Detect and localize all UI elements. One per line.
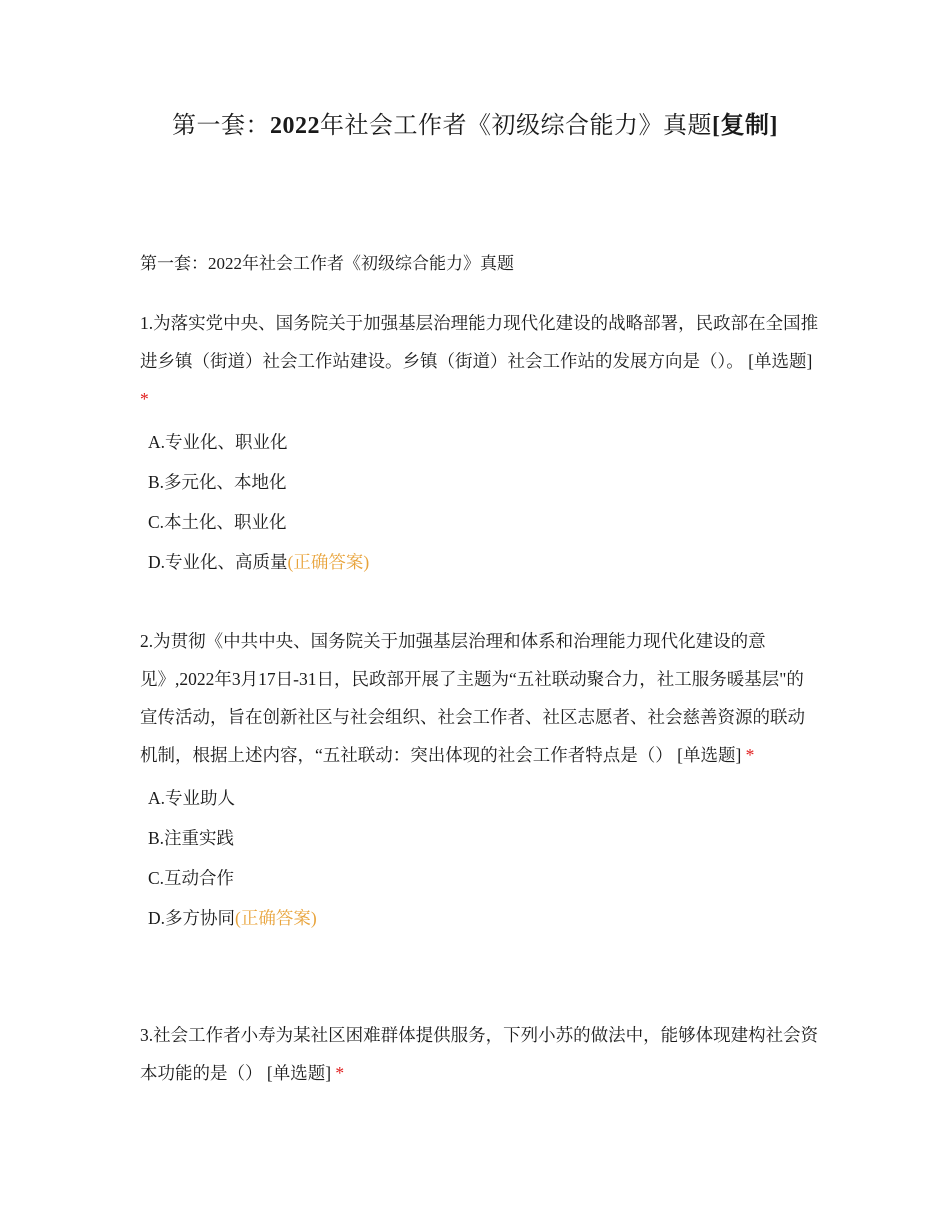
question-type-label: [单选题] <box>748 351 813 371</box>
required-mark: * <box>335 1063 345 1083</box>
option-d[interactable] <box>140 898 820 938</box>
title-suffix: [复制] <box>712 113 778 139</box>
question-1 <box>140 304 820 582</box>
required-mark: * <box>745 745 755 765</box>
option-text: B.注重实践 <box>148 828 235 848</box>
option-text: D.专业化、高质量 <box>148 552 288 572</box>
question-type-label: [单选题] <box>677 745 742 765</box>
option-text: A.专业化、职业化 <box>148 432 288 452</box>
option-c[interactable] <box>140 858 820 898</box>
option-text: C.互动合作 <box>148 868 235 888</box>
question-text: 2.为贯彻《中共中央、国务院关于加强基层治理和体系和治理能力现代化建设的意见》,2022年3月17日-31日，民政部开展了主题为“五社联动聚合力，社工服务暖基层"的宣传活动，旨在创新社区与社会组织、社会工作者、社区志愿者、社会慈善资源的联动机制，根据上述内容，“五社联动：突出体现的社会工作者特点是（） <box>140 631 805 765</box>
option-list <box>140 422 820 582</box>
option-d[interactable] <box>140 542 820 582</box>
required-mark: * <box>140 389 149 409</box>
option-text: A.专业助人 <box>148 788 236 808</box>
option-b[interactable] <box>140 818 820 858</box>
question-stem <box>140 622 820 774</box>
option-c[interactable] <box>140 502 820 542</box>
correct-answer-badge: (正确答案) <box>235 908 317 928</box>
option-text: C.本土化、职业化 <box>148 512 287 532</box>
title-prefix: 第一套： <box>172 113 270 139</box>
question-type-label: [单选题] <box>266 1063 332 1083</box>
correct-answer-badge: (正确答案) <box>287 552 370 572</box>
document-title <box>0 108 950 144</box>
question-text: 3.社会工作者小寿为某社区困难群体提供服务，下列小苏的做法中，能够体现建构社会资本功能的是（） <box>140 1025 819 1083</box>
title-year: 2022 <box>270 113 320 139</box>
question-text: 1.为落实党中央、国务院关于加强基层治理能力现代化建设的战略部署，民政部在全国推进乡镇（街道）社会工作站建设。乡镇（街道）社会工作站的发展方向是（）。 <box>140 313 819 371</box>
option-text: B.多元化、本地化 <box>148 472 287 492</box>
option-a[interactable] <box>140 422 820 462</box>
option-b[interactable] <box>140 462 820 502</box>
question-stem <box>140 304 820 418</box>
option-a[interactable] <box>140 778 820 818</box>
question-3 <box>140 1016 820 1092</box>
question-2 <box>140 622 820 938</box>
title-main: 年社会工作者《初级综合能力》真题 <box>320 113 712 139</box>
option-list <box>140 778 820 938</box>
document-subtitle: 第一套：2022年社会工作者《初级综合能力》真题 <box>140 254 514 273</box>
option-text: D.多方协同 <box>148 908 236 928</box>
question-stem <box>140 1016 820 1092</box>
